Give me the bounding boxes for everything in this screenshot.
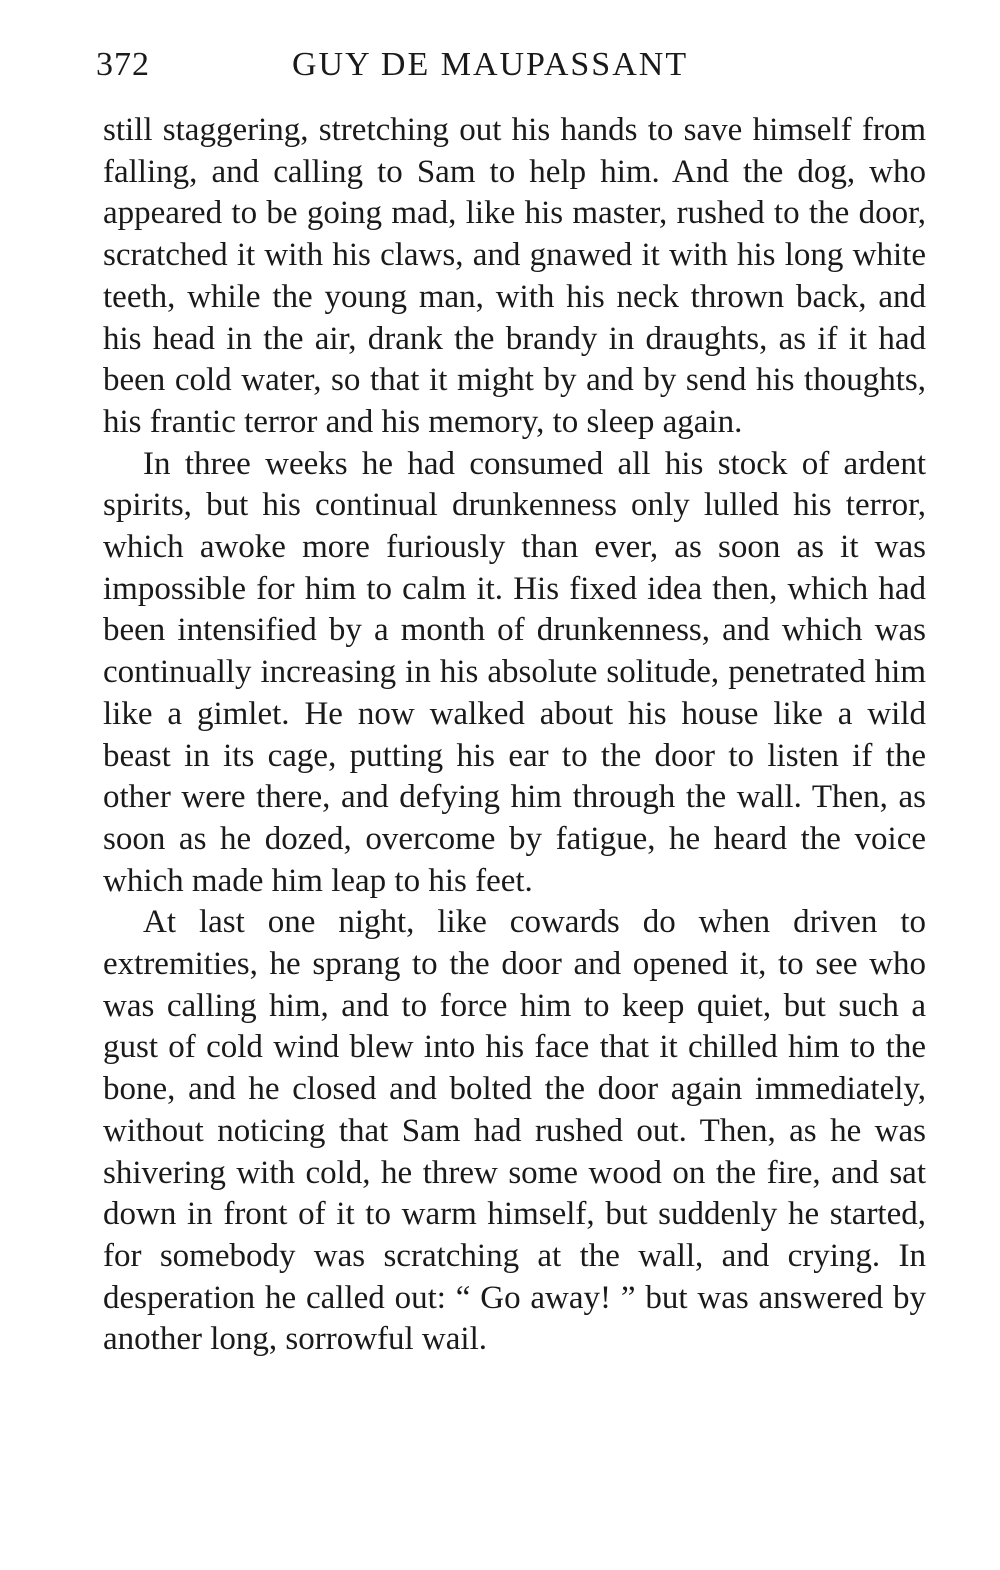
page-number: 372 [96,46,150,83]
paragraph-continued: still staggering, stretching out his hands to save himself from falling, and calling to Sam to help him. And the dog, who appeared to be going mad, like his master, rushed to the door, scratched it with his claws, and gnawed it with his long white teeth, while the young man, with his neck thrown back, and his head in the air, drank the brandy in draughts, as if it had been cold water, so that it might by and by send his thoughts, his frantic terror and his memory, to sleep again. [103,112,926,440]
page-header [96,46,936,94]
body-text [103,110,926,1361]
paragraph: In three weeks he had consumed all his stock of ardent spirits, but his continual drunkenness only lulled his terror, which awoke more furiously than ever, as soon as it was impossible for him to calm it. His fixed idea then, which had been intensified by a month of drunkenness, and which was continually increasing in his absolute solitude, penetrated him like a gimlet. He now walked about his house like a wild beast in its cage, putting his ear to the door to listen if the other were there, and defying him through the wall. Then, as soon as he dozed, overcome by fatigue, he heard the voice which made him leap to his feet. [103,445,926,899]
running-head: GUY DE MAUPASSANT [292,46,689,83]
paragraph: At last one night, like cowards do when driven to extremities, he sprang to the door and opened it, to see who was calling him, and to force him to keep quiet, but such a gust of cold wind blew into his face that it chilled him to the bone, and he closed and bolted the door again immediately, without noticing that Sam had rushed out. Then, as he was shivering with cold, he threw some wood on the fire, and sat down in front of it to warm himself, but suddenly he started, for somebody was scratching at the wall, and crying. In desperation he called out: “ Go away! ” but was answered by another long, sorrowful wail. [103,904,926,1358]
